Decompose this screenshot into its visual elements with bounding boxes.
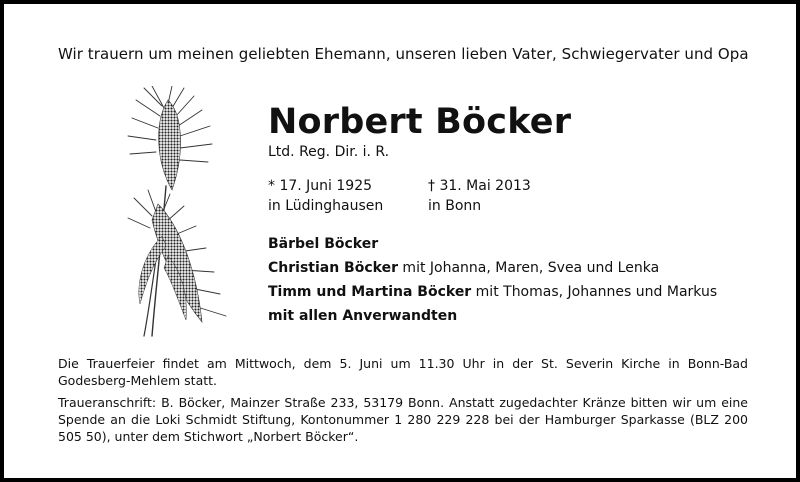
intro-text: Wir trauern um meinen geliebten Ehemann, unseren lieben Vater, Schwiegervater und Opa xyxy=(58,45,749,63)
family-member xyxy=(268,260,659,276)
family-member xyxy=(268,308,457,324)
family-member xyxy=(268,284,717,300)
family-member xyxy=(268,236,378,252)
family-member-name: Bärbel Böcker xyxy=(268,236,379,252)
mourning-address: Traueranschrift: B. Böcker, Mainzer Straße 233, 53179 Bonn. Anstatt zugedachter Kränze bitten wir um eine Spende an die Loki Schmidt Stiftung, Kontonummer 1 280 229 228 bei der Hamburger Sparkasse (BLZ 200 505 50), unter dem Stichwort „Norbert Böcker“. xyxy=(58,395,748,444)
deceased-title: Ltd. Reg. Dir. i. R. xyxy=(268,144,390,160)
wheat-ears-icon xyxy=(122,86,232,338)
family-member-name: Timm und Martina Böcker xyxy=(268,284,472,300)
birth-info xyxy=(268,176,383,216)
birth-date: * 17. Juni 1925 xyxy=(268,178,373,194)
deceased-name: Norbert Böcker xyxy=(268,102,572,142)
death-info xyxy=(428,176,531,216)
death-date: † 31. Mai 2013 xyxy=(428,178,531,194)
birth-place: in Lüdinghausen xyxy=(268,198,384,214)
family-member-name: mit allen Anverwandten xyxy=(268,308,458,324)
death-place: in Bonn xyxy=(428,198,482,214)
funeral-info: Die Trauerfeier findet am Mittwoch, dem 5. Juni um 11.30 Uhr in der St. Severin Kirche in Bonn-Bad Godesberg-Mehlem statt. xyxy=(58,356,748,388)
family-member-relatives: mit Thomas, Johannes und Markus xyxy=(471,284,718,300)
family-member-relatives: mit Johanna, Maren, Svea und Lenka xyxy=(397,260,660,276)
family-member-name: Christian Böcker xyxy=(268,260,398,276)
